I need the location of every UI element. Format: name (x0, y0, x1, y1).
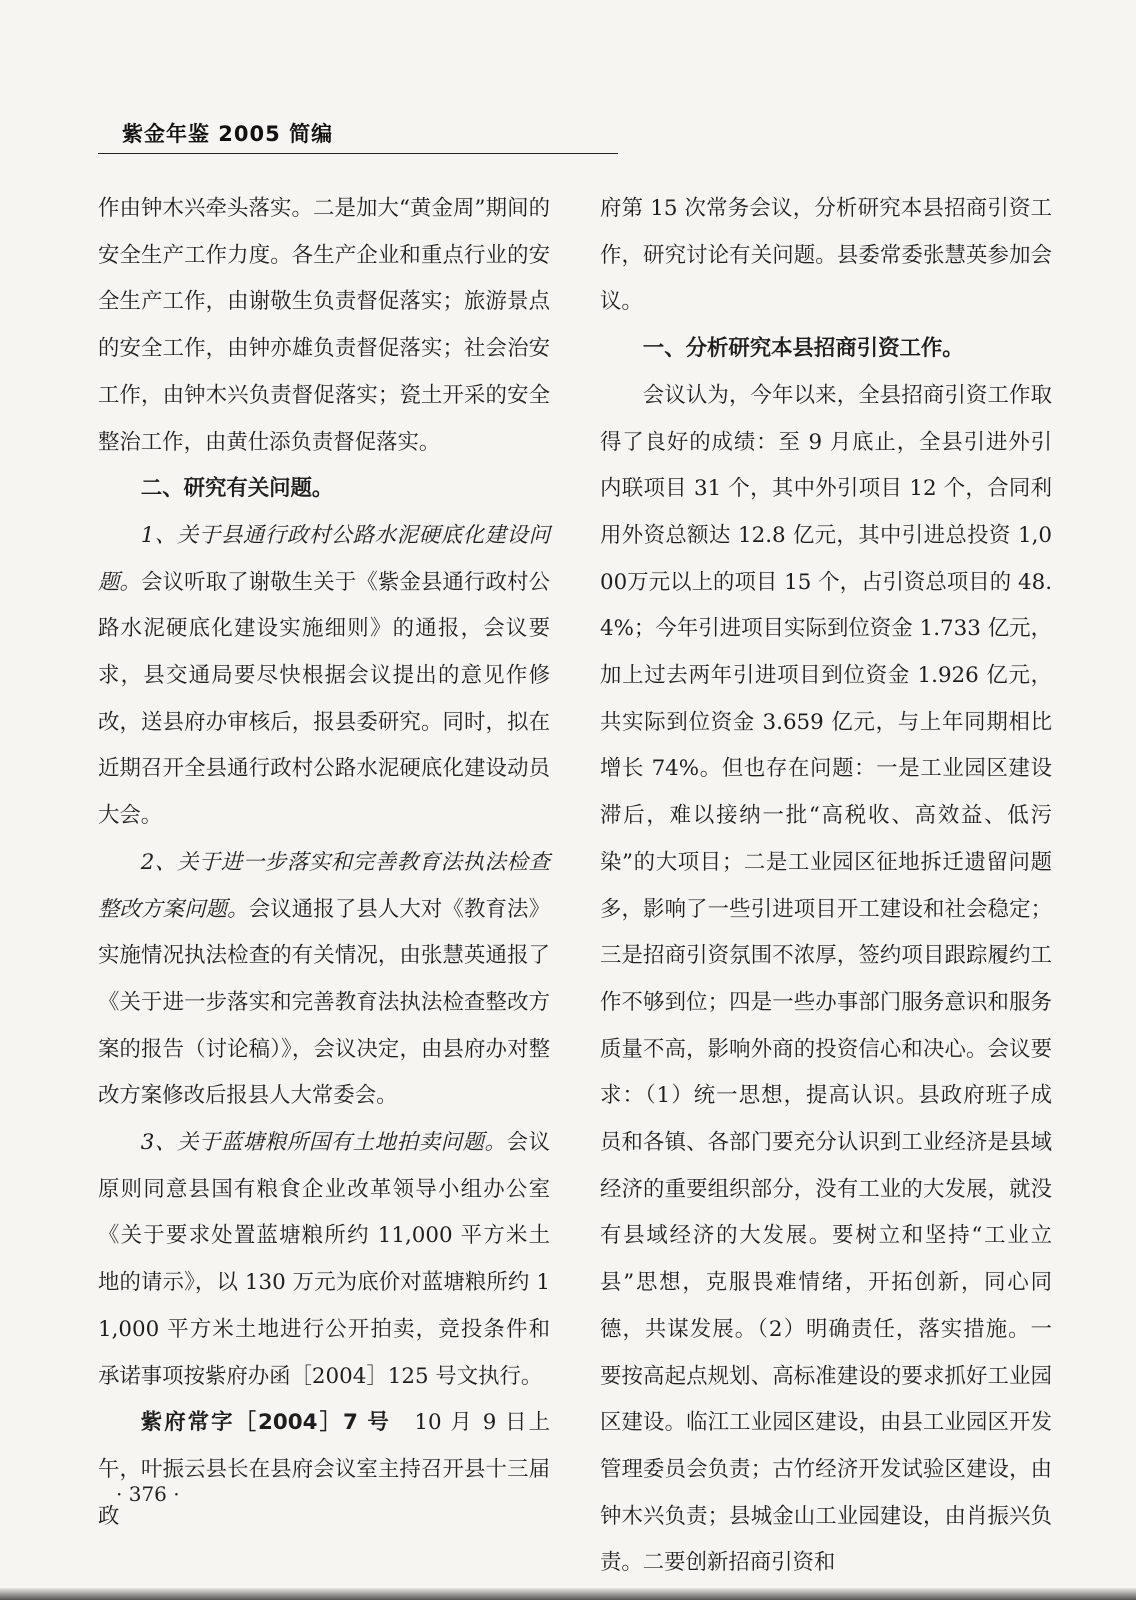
paragraph: 作由钟木兴牵头落实。二是加大“黄金周”期间的安全生产工作力度。各生产企业和重点行业的安全生产工作，由谢敬生负责督促落实；旅游景点的安全工作，由钟亦雄负责督促落实；社会治安工作，由钟木兴负责督促落实；瓷土开采的安全整治工作，由黄仕添负责督促落实。 (98, 196, 550, 455)
left-column (98, 186, 550, 1540)
agenda-item (98, 840, 550, 1120)
agenda-item-body: 会议通报了县人大对《教育法》实施情况执法检查的有关情况，由张慧英通报了《关于进一步落实和完善教育法执法检查整改方案的报告（讨论稿）》，会议决定，由县府办对整改方案修改后报县人大常委会。 (98, 896, 550, 1109)
scan-edge-shadow (0, 1588, 1136, 1600)
right-column (600, 186, 1052, 1587)
header-rule (98, 153, 618, 154)
agenda-item-title: 3、关于蓝塘粮所国有土地拍卖问题。 (140, 1130, 507, 1156)
agenda-item-body: 会议听取了谢敬生关于《紫金县通行政村公路水泥硬底化建设实施细则》的通报，会议要求，县交通局要尽快根据会议提出的意见作修改，送县府办审核后，报县委研究。同时，拟在近期召开全县通行政村公路水泥硬底化建设动员大会。 (98, 569, 550, 829)
page-number: · 376 · (116, 1482, 180, 1506)
document-entry-body: 10 月 9 日上午，叶振云县长在县府会议室主持召开县十三届政 (98, 1410, 550, 1529)
document-number: 紫府常字［2004］7 号 (140, 1410, 391, 1436)
document-entry (98, 1400, 550, 1540)
agenda-item (98, 1120, 550, 1400)
agenda-item (98, 513, 550, 840)
spacer (391, 1410, 414, 1435)
agenda-item-title: 1、关于县通行政村公路水泥硬底化建设问题。 (98, 522, 550, 595)
section-heading: 一、分析研究本县招商引资工作。 (642, 336, 964, 362)
section-heading: 二、研究有关问题。 (140, 476, 334, 502)
paragraph: 会议认为，今年以来，全县招商引资工作取得了良好的成绩：至 9 月底止，全县引进外引内联项目 31 个，其中外引项目 12 个，合同利用外资总额达 12.8 亿元，其中引进总投资 1,000万元以上的项目 15 个，占引资总项目的 48.4%；今年引进项目实际到位资金 1.733 亿元，加上过去两年引进项目到位资金 1.926 亿元，共实际到位资金 3.659 亿元，与上年同期相比增长 74%。但也存在问题：一是工业园区建设滞后，难以接纳一批“高税收、高效益、低污染”的大项目；二是工业园区征地拆迁遗留问题多，影响了一些引进项目开工建设和社会稳定；三是招商引资氛围不浓厚，签约项目跟踪履约工作不够到位；四是一些办事部门服务意识和服务质量不高，影响外商的投资信心和决心。会议要求：（1）统一思想，提高认识。县政府班子成员和各镇、各部门要充分认识到工业经济是县域经济的重要组织部分，没有工业的大发展，就没有县域经济的大发展。要树立和坚持“工业立县”思想，克服畏难情绪，开拓创新，同心同德，共谋发展。（2）明确责任，落实措施。一要按高起点规划、高标准建设的要求抓好工业园区建设。临江工业园区建设，由县工业园区开发管理委员会负责；古竹经济开发试验区建设，由钟木兴负责；县城金山工业园建设，由肖振兴负责。二要创新招商引资和 (600, 382, 1052, 1576)
running-header: 紫金年鉴 2005 简编 (122, 122, 334, 146)
agenda-item-title: 2、关于进一步落实和完善教育法执法检查整改方案问题。 (98, 849, 550, 922)
agenda-item-body: 会议原则同意县国有粮食企业改革领导小组办公室《关于要求处置蓝塘粮所约 11,000 平方米土地的请示》，以 130 万元为底价对蓝塘粮所约 11,000 平方米土地进行公开拍卖，竞投条件和承诺事项按紫府办函［2004］125 号文执行。 (98, 1130, 550, 1389)
paragraph: 府第 15 次常务会议，分析研究本县招商引资工作，研究讨论有关问题。县委常委张慧英参加会议。 (600, 196, 1052, 315)
